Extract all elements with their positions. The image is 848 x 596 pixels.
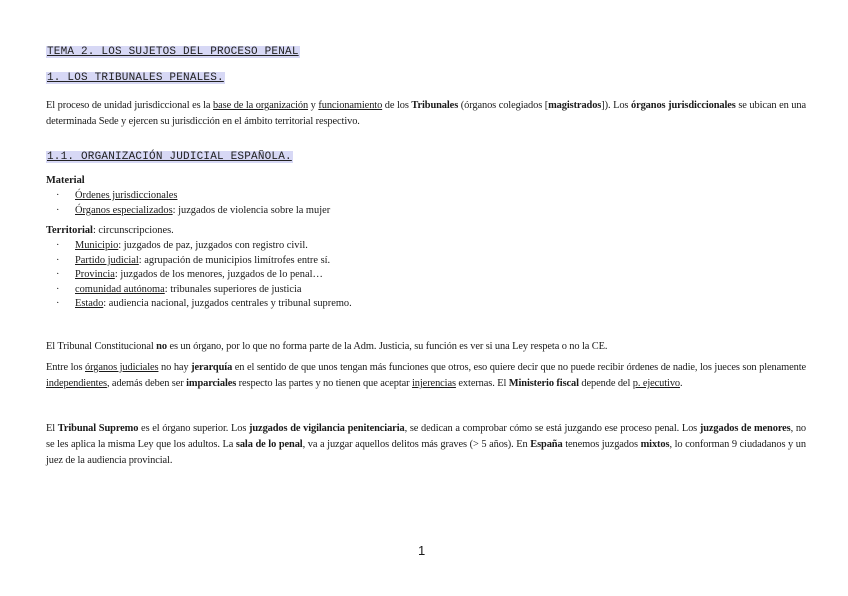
paragraph-intro: El proceso de unidad jurisdiccional es la base de la organización y funcionamiento de los Tribunales (órganos colegiados [magistrados]). Los órganos jurisdiccionales se ubican en una determinada Sede y ejercen su jurisdicción en el ámbito territorial respectivo.: [46, 100, 807, 127]
subsection-heading: 1.1. ORGANIZACIÓN JUDICIAL ESPAÑOLA.: [47, 151, 292, 163]
list-item: · Municipio: juzgados de paz, juzgados con registro civil.: [46, 239, 352, 254]
section-heading: 1. LOS TRIBUNALES PENALES.: [47, 72, 224, 84]
material-label: Material: [46, 175, 85, 186]
paragraph-tribunal-supremo: El Tribunal Supremo es el órgano superior. Los juzgados de vigilancia penitenciaria, se dedican a comprobar cómo se está juzgando ese proceso penal. Los juzgados de menores, no se les aplica la misma Ley que los adultos. La sala de lo penal, va a juzgar aquellos delitos más graves (> 5 años). En España tenemos juzgados mixtos, lo conforman 9 ciudadanos y un juez de la audiencia provincial.: [46, 423, 807, 466]
paragraph-organos: Entre los órganos judiciales no hay jerarquía en el sentido de que unos tengan más funciones que otros, eso quiere decir que no puede recibir órdenes de nadie, los jueces son plenamente independientes, además deben ser imparciales respecto las partes y no tienen que aceptar injerencias externas. El Ministerio fiscal depende del p. ejecutivo.: [46, 362, 806, 389]
paragraph-constitucional: El Tribunal Constitucional no es un órgano, por lo que no forma parte de la Adm. Justicia, su función es ver si una Ley respeta o no la CE.: [46, 341, 608, 352]
territorial-label: Territorial: circunscripciones.: [46, 225, 174, 236]
list-item: · Órdenes jurisdiccionales: [46, 189, 330, 204]
material-list: [46, 189, 330, 218]
list-item: · Estado: audiencia nacional, juzgados centrales y tribunal supremo.: [46, 297, 352, 312]
list-item: · comunidad autónoma: tribunales superiores de justicia: [46, 283, 352, 298]
page-number: 1: [418, 543, 426, 558]
chapter-heading: TEMA 2. LOS SUJETOS DEL PROCESO PENAL: [47, 46, 299, 58]
list-item: · Provincia: juzgados de los menores, juzgados de lo penal…: [46, 268, 352, 283]
list-item: · Partido judicial: agrupación de municipios limítrofes entre sí.: [46, 254, 352, 269]
list-item: · Órganos especializados: juzgados de violencia sobre la mujer: [46, 204, 330, 219]
territorial-list: [46, 239, 352, 312]
